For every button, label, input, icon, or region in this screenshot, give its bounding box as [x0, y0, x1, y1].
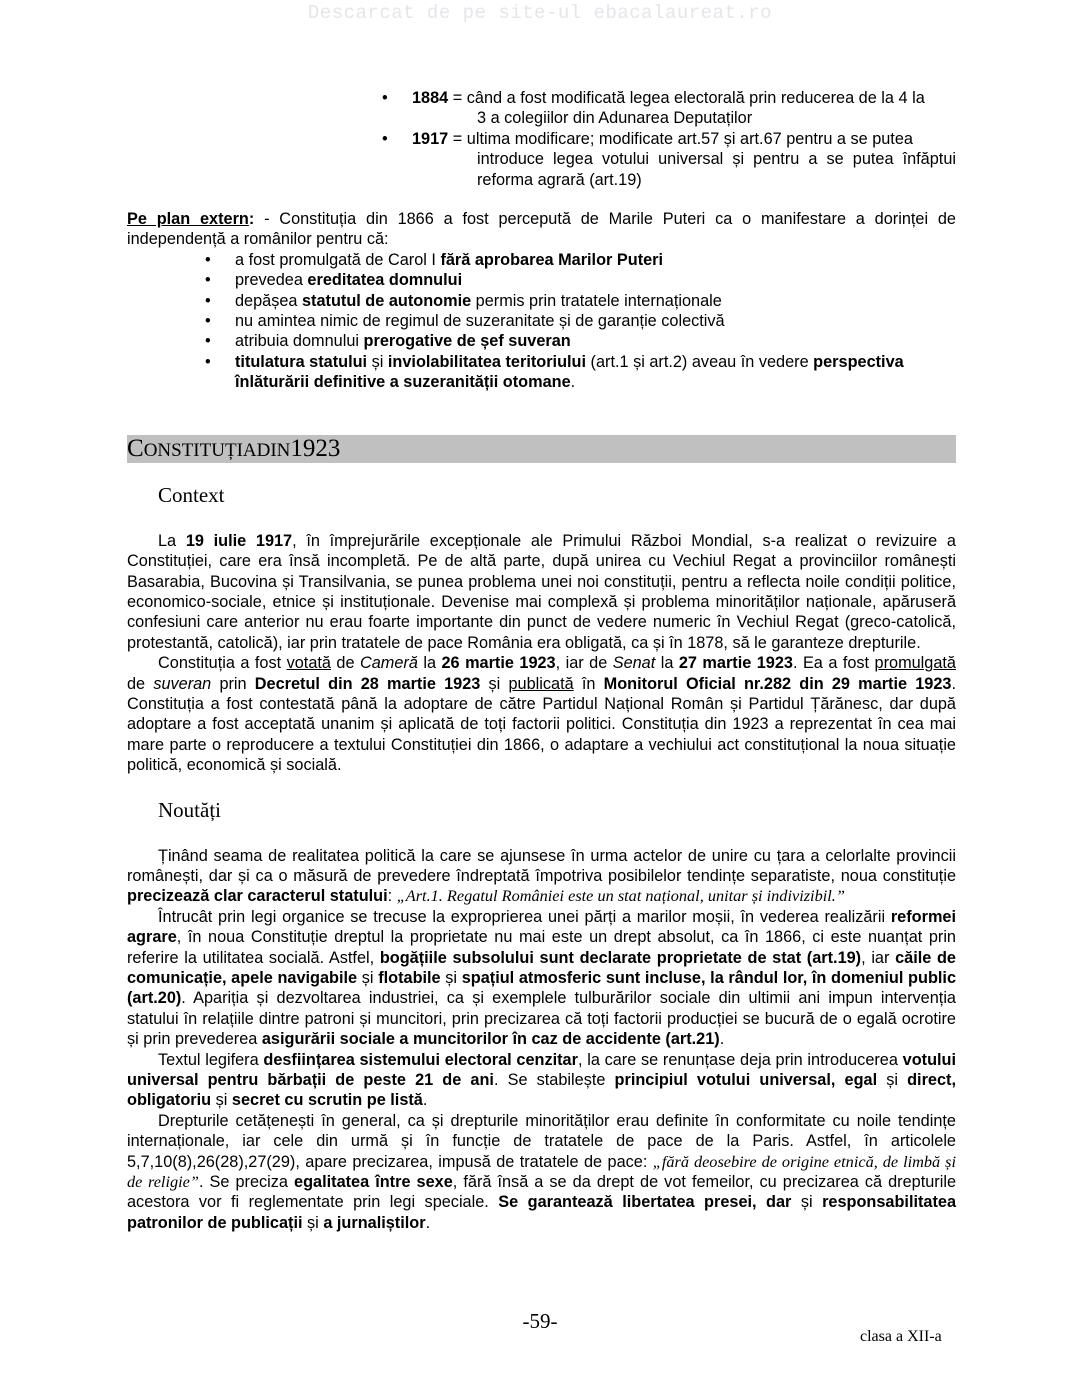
page-number: -59-: [522, 1309, 558, 1333]
list-item: • a fost promulgată de Carol I fără aprobarea Marilor Puteri: [205, 250, 664, 269]
watermark: Descarcat de pe site-ul ebacalaureat.ro: [307, 2, 773, 24]
class-label: clasa a XII-a: [860, 1328, 942, 1345]
noutati-paragraph-2: Întrucât prin legi organice se trecuse la exproprierea unei părți a marilor moșii, în vederea realizării reformei agrare, în noua Constituție dreptul la proprietate nu mai este un drept absolut, ca în 1866, ci este nuanțat prin referire la utilitatea socială. Astfel, bogățiile subsolului sunt declarate proprietate de stat (art.19), iar căile de comunicație, apele navigabile și flotabile și spațiul atmosferic sunt incluse, la rândul lor, în domeniul public (art.20). Apariția și dezvoltarea industriei, ca și exemplele tulburărilor sociale din ultimii ani impun intervenția statului în relațiile dintre patroni și muncitori, prin precizarea că toți factorii producției se bucură de o egală ocrotire și prin prevederea asigurării sociale a muncitorilor în caz de accidente (art.21).: [127, 907, 956, 1049]
list-item: • prevedea ereditatea domnului: [205, 271, 463, 290]
context-heading: Context: [158, 482, 225, 507]
list-item: • atribuia domnului prerogative de șef suveran: [205, 332, 571, 351]
context-paragraph-2: Constituția a fost votată de Cameră la 26 martie 1923, iar de Senat la 27 martie 1923. Ea a fost promulgată de suveran prin Decretul din 28 martie 1923 și publicată în Monitorul Oficial nr.282 din 29 martie 1923. Constituția a fost contestată până la adoptare de către Partidul Național Român și Partidul Țărănesc, dar după adoptare a fost acceptată unanim și aplicată de toți factorii politici. Constituția din 1923 a reprezentat în cea mai mare parte o reproducere a textului Constituției din 1866, o adaptare a vechiului act constituțional la noua situație politică, economică și socială.: [127, 654, 956, 775]
noutati-paragraph-1: Ținând seama de realitatea politică la care se ajunsese în urma actelor de unire cu țara a celorlalte provincii românești, dar și ca o măsură de prevedere îndreptată împotriva posibilelor tendințe separatiste, noua constituție precizează clar caracterul statului: „Art.1. Regatul României este un stat național, unitar și indivizibil.”: [127, 846, 956, 906]
bullet-icon: •: [205, 352, 211, 371]
list-item: • 1884 = când a fost modificată legea electorală prin reducerea de la 4 la 3 a colegiilor din Adunarea Deputaților: [382, 89, 925, 128]
extern-reasons-list: [205, 250, 956, 393]
extern-paragraph: Pe plan extern: - Constituția din 1866 a fost percepută de Marile Puteri ca o manifestare a dorinței de independență a românilor pentru că:: [127, 210, 956, 249]
bullet-icon: •: [382, 129, 388, 148]
noutati-paragraph-3: Textul legifera desființarea sistemului electoral cenzitar, la care se renunțase deja prin introducerea votului universal pentru bărbații de peste 21 de ani. Se stabilește principiul votului universal, egal și direct, obligatoriu și secret cu scrutin pe listă.: [127, 1050, 956, 1110]
list-item: • 1917 = ultima modificare; modificate art.57 și art.67 pentru a se putea introduce legea votului universal și pentru a se putea înfăptui reforma agrară (art.19): [382, 129, 956, 189]
extern-label: Pe plan extern: [127, 210, 249, 229]
bullet-icon: •: [382, 89, 388, 107]
document-page: [127, 88, 956, 1233]
list-item: • nu amintea nimic de regimul de suzeranitate și de garanție colectivă: [205, 312, 725, 331]
bullet-icon: •: [205, 332, 211, 351]
bullet-icon: •: [205, 271, 211, 290]
context-paragraph-1: La 19 iulie 1917, în împrejurările excepționale ale Primului Război Mondial, s-a realizat o revizuire a Constituției, care era însă incompletă. Pe de altă parte, după unirea cu Vechiul Regat a provinciilor românești Basarabia, Bucovina și Transilvania, se punea problema unei noi constituții, pentru a reflecta noile condiții politice, economico-sociale, etnice și instituționale. Devenise mai complexă și problema minorităților naționale, apăruseră confesiuni care anterior nu erau foarte importante din punct de vedere numeric în Vechiul Regat (greco-catolică, protestantă, catolică), iar prin tratatele de pace România era obligată, ca și în 1878, să le garanteze drepturile.: [127, 531, 956, 652]
bullet-icon: •: [205, 291, 211, 310]
year: 1884: [412, 89, 449, 107]
bullet-icon: •: [205, 250, 211, 269]
list-item: • depășea statutul de autonomie permis prin tratatele internaționale: [205, 291, 722, 310]
bullet-icon: •: [205, 312, 211, 331]
noutati-heading: Noutăți: [158, 797, 221, 822]
section-title-bar: CONSTITUȚIADIN1923: [127, 435, 956, 463]
list-item: • titulatura statului și inviolabilitatea teritoriului (art.1 și art.2) aveau în vedere perspectiva înlăturării definitive a suzeranității otomane.: [205, 352, 904, 392]
year: 1917: [412, 129, 449, 148]
noutati-paragraph-4: Drepturile cetățenești în general, ca și drepturile minorităților erau definite în conformitate cu noile tendințe internaționale, iar cele din urmă și în funcție de tratatele de pace de la Paris. Astfel, în articolele 5,7,10(8),26(28),27(29), apare precizarea, impusă de tratatele de pace: „fără deosebire de origine etnică, de limbă și de religie”. Se preciza egalitatea între sexe, fără însă a se da drept de vot femeilor, cu precizarea că drepturile acestora vor fi reglementate prin legi speciale. Se garantează libertatea presei, dar și responsabilitatea patronilor de publicații și a jurnaliștilor.: [127, 1111, 957, 1232]
constitution-modifications-list: [382, 88, 956, 190]
